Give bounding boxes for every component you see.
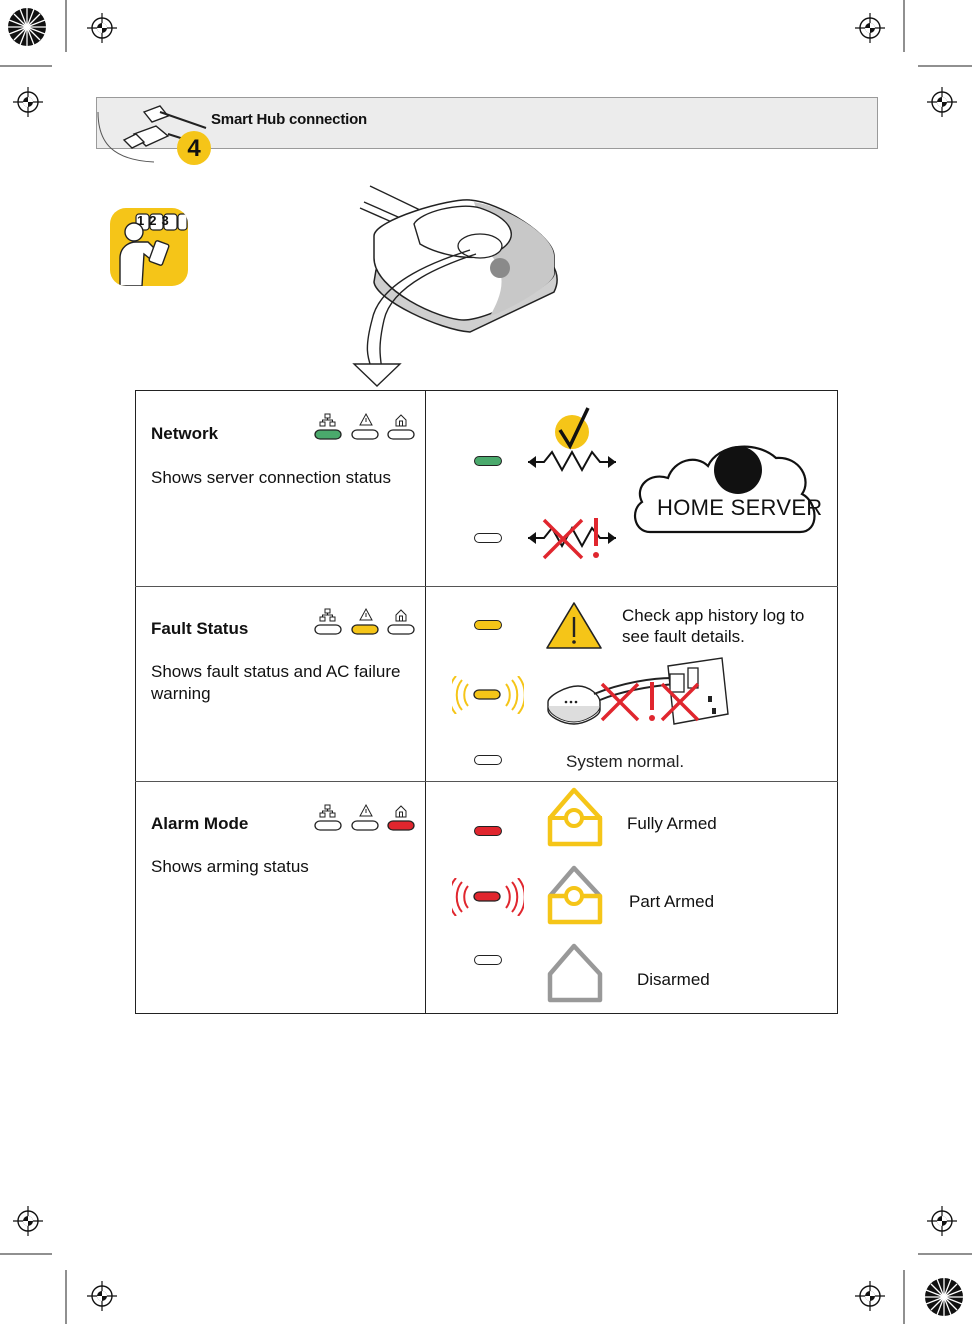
led-yellow-solid bbox=[474, 620, 502, 630]
phone-app-icon bbox=[110, 208, 188, 286]
disarmed-label: Disarmed bbox=[637, 970, 710, 989]
fault-row-description: Shows fault status and AC failure warning bbox=[151, 662, 401, 703]
led-off bbox=[474, 755, 502, 765]
network-row-title: Network bbox=[151, 424, 219, 443]
fault-led-indicators bbox=[312, 607, 418, 637]
fault-row-title: Fault Status bbox=[151, 619, 249, 638]
app-icon-digits: 123 bbox=[137, 213, 174, 228]
ac-power-failure-graphic bbox=[544, 656, 730, 730]
led-green-solid bbox=[474, 456, 502, 466]
warning-triangle-icon bbox=[544, 600, 604, 652]
network-row-description: Shows server connection status bbox=[151, 468, 392, 487]
home-server-cloud-icon bbox=[630, 440, 820, 536]
part-armed-label: Part Armed bbox=[629, 892, 715, 911]
led-off bbox=[474, 533, 502, 543]
network-led-indicators bbox=[312, 412, 418, 442]
led-red-solid bbox=[474, 826, 502, 836]
section-title: Smart Hub connection bbox=[211, 111, 368, 128]
fault-note-text: Check app history log to see fault details. bbox=[622, 606, 805, 646]
led-yellow-flashing bbox=[452, 676, 524, 714]
alarm-row-description: Shows arming status bbox=[151, 857, 309, 876]
step-number-badge: 4 bbox=[177, 131, 211, 165]
disarmed-house-icon bbox=[544, 940, 606, 1004]
fully-armed-house-icon bbox=[544, 784, 606, 848]
part-armed-house-icon bbox=[544, 862, 606, 926]
led-off bbox=[474, 955, 502, 965]
smart-hub-device bbox=[340, 180, 580, 390]
fully-armed-label: Fully Armed bbox=[627, 814, 717, 833]
alarm-led-indicators bbox=[312, 803, 418, 833]
alarm-row-title: Alarm Mode bbox=[151, 814, 249, 833]
table-row-divider bbox=[135, 586, 838, 587]
led-red-flashing bbox=[452, 878, 524, 916]
home-server-label: HOME SERVER bbox=[657, 495, 823, 520]
table-column-divider bbox=[425, 390, 426, 1014]
connection-status-graphics bbox=[522, 404, 622, 564]
table-row-divider bbox=[135, 781, 838, 782]
system-normal-text: System normal. bbox=[566, 752, 685, 771]
